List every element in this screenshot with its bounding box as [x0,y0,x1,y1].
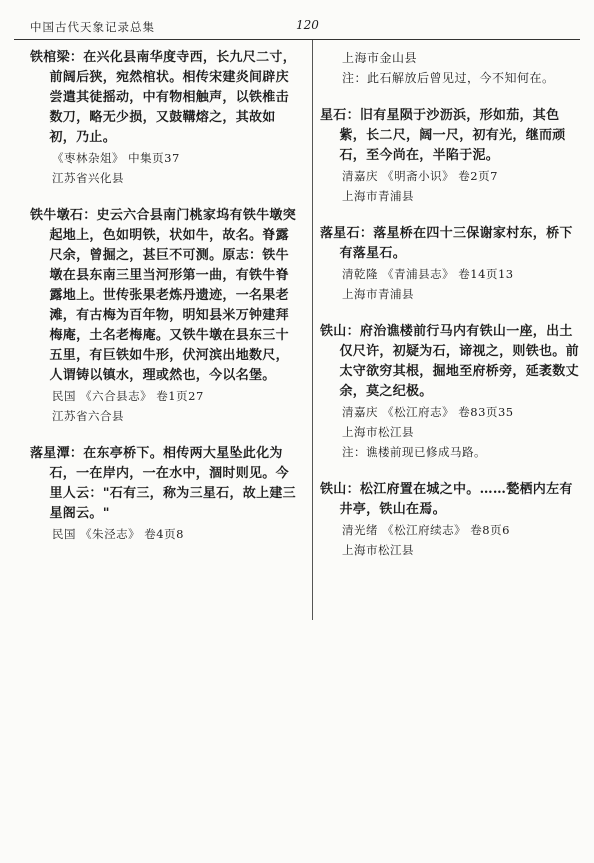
entry-luo-xing-shi [320,224,582,304]
entry-term: 铁山： [320,482,360,497]
entry-location: 上海市松江县 [342,543,414,557]
entry-luo-xing-tan [30,444,300,544]
entry-body: 在兴化县南华度寺西，长九尺二寸，前阔后狭，宛然棺状。相传宋建炎间辟庆尝遣其徒摇动，中有物相触声，以铁椎击数刀，略无少损，又鼓鞲熔之，其故如初，乃止。 [49,50,297,145]
entry-location: 上海市松江县 [342,425,414,439]
entry-body: 旧有星陨于沙沥浜，形如茄，其色紫，长二尺，阔一尺，初有光，继而顽石，至今尚在，半陷于泥。 [339,108,566,163]
column-divider [312,40,313,620]
entry-term: 铁棺梁： [30,50,84,65]
entry-tie-shan-1 [320,322,582,462]
entry-term: 星石： [320,108,360,123]
entry-source: 《枣林杂俎》 中集页37 [52,151,180,165]
entry-source: 清嘉庆 《明斋小识》 卷2页7 [342,169,498,183]
entry-source: 清嘉庆 《松江府志》 卷83页35 [342,405,514,419]
entry-xing-shi [320,106,582,206]
entry-term: 落星石： [320,226,374,241]
entry-location: 上海市青浦县 [342,189,414,203]
entry-term: 铁山： [320,324,360,339]
entry-body: 在东亭桥下。相传两大星坠此化为石，一在岸内，一在水中，涸时则见。今里人云："石有三，称为三星石，故上建三星阁云。" [49,446,296,521]
page-number: 120 [296,18,319,32]
entry-location: 江苏省兴化县 [52,171,124,185]
page-header [14,17,580,39]
entry-note: 注：此石解放后曾见过，今不知何在。 [342,71,555,85]
header-rule [14,39,580,40]
book-title: 中国古代天象记录总集 [30,20,155,34]
entry-tie-shan-2 [320,480,582,560]
right-column [320,48,582,578]
entry-term: 落星潭： [30,446,84,461]
entry-note: 注：谯楼前现已修成马路。 [342,445,486,459]
entry-location: 江苏省六合县 [52,409,124,423]
entry-term: 铁牛墩石： [30,208,97,223]
entry-body: 松江府置在城之中。……甃栖内左有井亭，铁山在焉。 [339,482,573,517]
entry-body: 落星桥在四十三保谢家村东，桥下有落星石。 [339,226,573,261]
left-column [30,48,300,562]
entry-location: 上海市金山县 [342,51,418,65]
entry-tie-niu-dun-shi [30,206,300,426]
entry-source: 民国 《六合县志》 卷1页27 [52,389,204,403]
entry-source: 清光绪 《松江府续志》 卷8页6 [342,523,510,537]
entry-location: 上海市青浦县 [342,287,414,301]
entry-body: 史云六合县南门桃家坞有铁牛墩突起地上，色如明铁，状如牛，故名。脊露尺余，曾掘之，甚巨不可测。原志：铁牛墩在县东南三里当河形第一曲，有铁牛脊露地上。世传张果老炼丹遗迹，一名果老滩，有古梅为百年物，明知县米万钟建拜梅庵，土名老梅庵。又铁牛墩在县东三十五里，有巨铁如牛形，伏河滨出地数尺，人谓铸以镇水，理或然也，今以名堡。 [49,208,297,383]
entry-continuation [320,48,582,88]
entry-tie-guan-liang [30,48,300,188]
entry-source: 民国 《朱泾志》 卷4页8 [52,527,184,541]
entry-source: 清乾隆 《青浦县志》 卷14页13 [342,267,514,281]
entry-body: 府治谯楼前行马内有铁山一座，出土仅尺许，初疑为石，谛视之，则铁也。前太守欲穷其根，掘地至府桥旁，延袤数丈余，莫之纪极。 [339,324,579,399]
